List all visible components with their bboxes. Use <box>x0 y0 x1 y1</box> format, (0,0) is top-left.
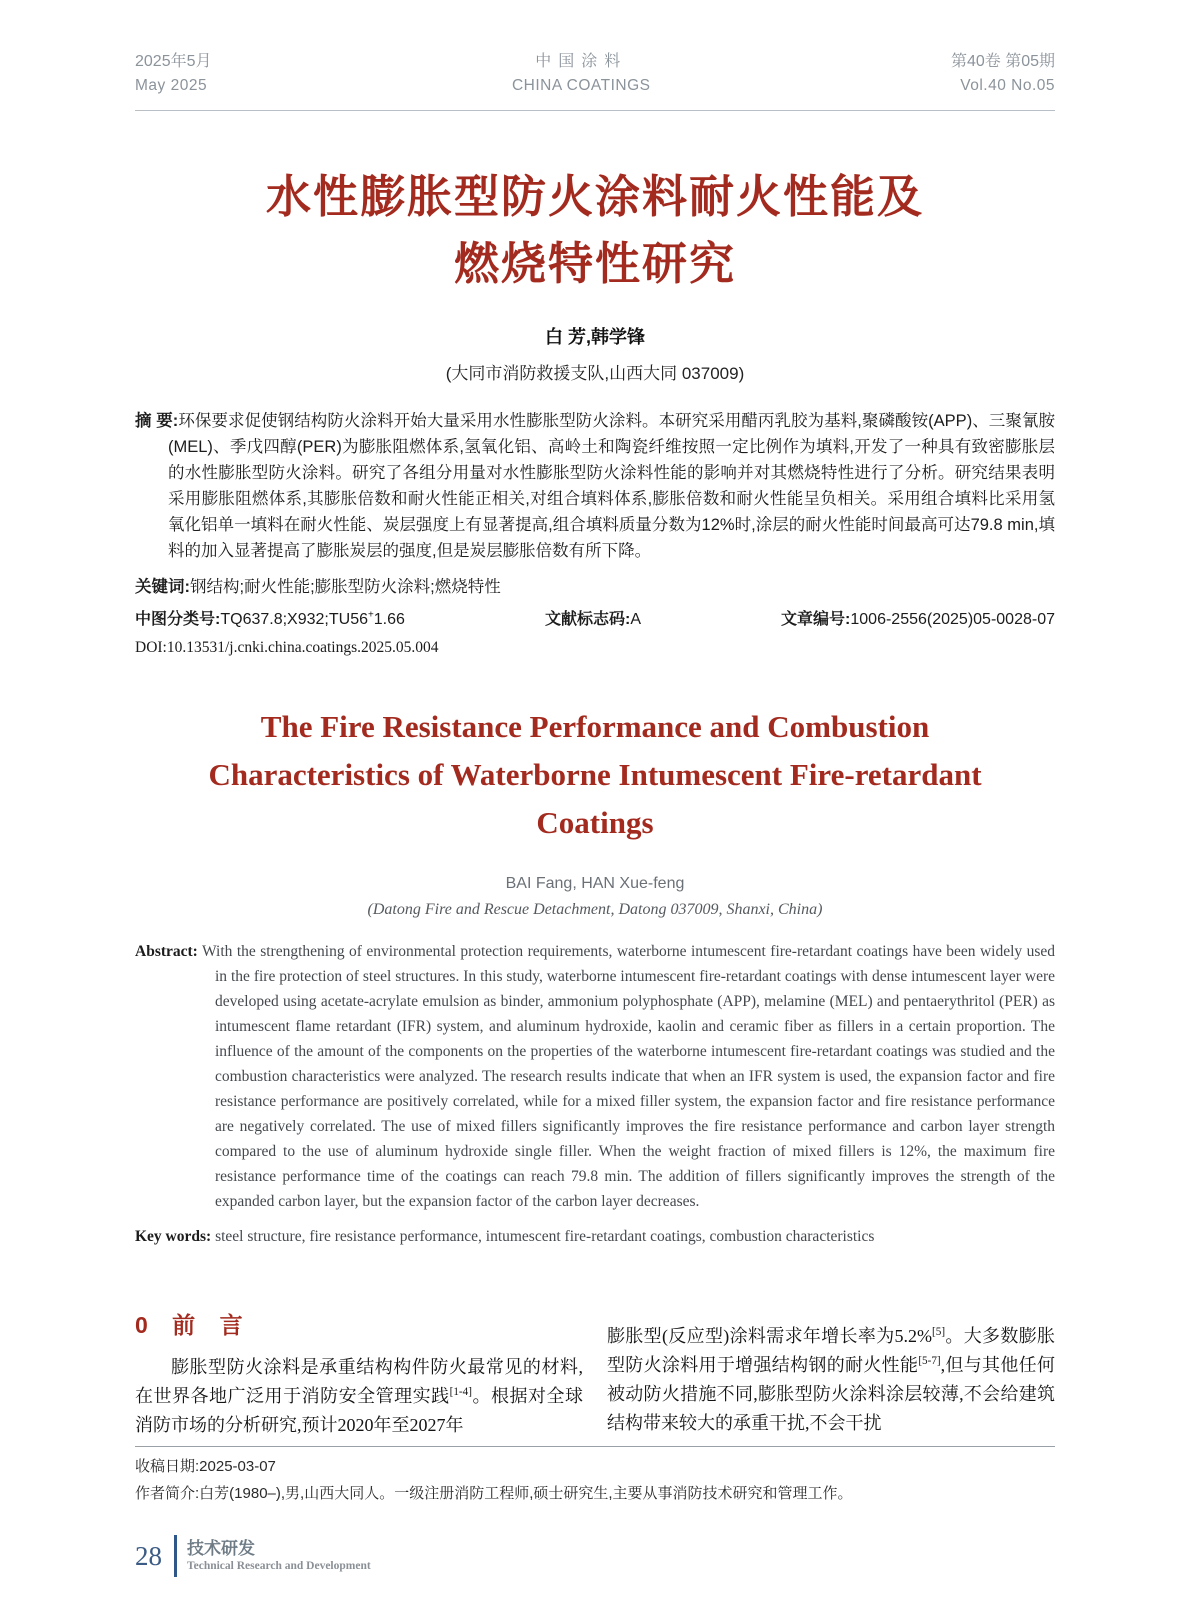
document-code: 文献标志码:A <box>544 611 641 628</box>
abstract-cn <box>135 408 1055 564</box>
header-issue-en: Vol.40 No.05 <box>960 77 1055 94</box>
header-date <box>135 50 212 98</box>
page-number: 28 <box>135 1540 162 1571</box>
citation-ref: [5-7] <box>918 1355 941 1367</box>
article-title-en <box>135 703 1055 847</box>
body-columns <box>135 1307 1055 1440</box>
abstract-en-label: Abstract: <box>135 943 198 960</box>
journal-name-cn: 中国涂料 <box>535 53 628 70</box>
clc-number: 中图分类号:TQ637.8;X932;TU56+1.66 <box>135 609 405 628</box>
column-right <box>607 1307 1055 1440</box>
header-date-en: May 2025 <box>135 77 208 94</box>
title-cn-line2: 燃烧特性研究 <box>453 238 736 289</box>
authors-en: BAI Fang, HAN Xue-feng <box>505 875 685 892</box>
section-heading-intro: 0 前 言 <box>135 1312 245 1338</box>
header-issue <box>951 50 1055 98</box>
clc-superscript: + <box>367 609 374 621</box>
journal-header <box>135 0 1055 111</box>
header-journal-name <box>512 50 650 98</box>
citation-ref: [1-4] <box>449 1386 472 1398</box>
header-issue-cn: 第40卷 第05期 <box>950 53 1055 70</box>
keywords-en-label: Key words: <box>135 1228 212 1245</box>
header-date-cn: 2025年5月 <box>135 53 212 70</box>
title-en-line1: The Fire Resistance Performance and Combustion <box>260 709 930 744</box>
footnote-block <box>135 1446 1055 1505</box>
author-bio: 作者简介:白芳(1980–),男,山西大同人。一级注册消防工程师,硕士研究生,主要从事消防技术研究和管理工作。 <box>135 1485 853 1502</box>
page-footer <box>135 1535 1055 1577</box>
footer-column-name <box>187 1539 371 1574</box>
keywords-en-text: steel structure, fire resistance performance, intumescent fire-retardant coatings, combustion characteristics <box>215 1228 875 1245</box>
intro-paragraph-right: 膨胀型(反应型)涂料需求年增长率为5.2%[5]。大多数膨胀型防火涂料用于增强结构钢的耐火性能[5-7],但与其他任何被动防火措施不同,膨胀型防火涂料涂层较薄,不会给建筑结构带来较大的承重干扰,不会干扰 <box>607 1326 1056 1433</box>
affiliation-cn: (大同市消防救援支队,山西大同 037009) <box>445 364 745 383</box>
affiliation-en: (Datong Fire and Rescue Detachment, Datong 037009, Shanxi, China) <box>367 901 823 918</box>
footer-divider-bar <box>174 1535 177 1577</box>
keywords-cn-label: 关键词: <box>135 578 190 596</box>
article-title-cn <box>135 163 1055 297</box>
footer-column-en: Technical Research and Development <box>187 1559 371 1572</box>
title-en-line2: Characteristics of Waterborne Intumescent Fire-retardant <box>208 757 982 792</box>
doi: DOI:10.13531/j.cnki.china.coatings.2025.05.004 <box>135 639 439 656</box>
abstract-cn-text: 环保要求促使钢结构防火涂料开始大量采用水性膨胀型防火涂料。本研究采用醋丙乳胶为基料,聚磷酸铵(APP)、三聚氰胺(MEL)、季戊四醇(PER)为膨胀阻燃体系,氢氧化铝、高岭土和陶瓷纤维按照一定比例作为填料,开发了一种具有致密膨胀层的水性膨胀型防火涂料。研究了各组分用量对水性膨胀型防火涂料性能的影响并对其燃烧特性进行了分析。研究结果表明采用膨胀阻燃体系,其膨胀倍数和耐火性能正相关,对组合填料体系,膨胀倍数和耐火性能呈负相关。采用组合填料比采用氢氧化铝单一填料在耐火性能、炭层强度上有显著提高,组合填料质量分数为12%时,涂层的耐火性能时间最高可达79.8 min,填料的加入显著提高了膨胀炭层的强度,但是炭层膨胀倍数有所下降。 <box>168 412 1055 560</box>
abstract-cn-label: 摘 要: <box>135 412 179 430</box>
received-date: 收稿日期:2025-03-07 <box>135 1458 276 1475</box>
classification-row <box>135 606 1055 629</box>
intro-paragraph-left: 膨胀型防火涂料是承重结构构件防火最常见的材料,在世界各地广泛用于消防安全管理实践[1-4]。根据对全球消防市场的分析研究,预计2020年至2027年 <box>135 1357 584 1435</box>
footer-column-cn: 技术研发 <box>187 1538 255 1558</box>
abstract-en <box>135 939 1055 1214</box>
keywords-cn-text: 钢结构;耐火性能;膨胀型防火涂料;燃烧特性 <box>190 578 501 596</box>
keywords-cn <box>135 573 1055 597</box>
keywords-en <box>135 1224 1055 1249</box>
title-cn-line1: 水性膨胀型防火涂料耐火性能及 <box>265 171 924 222</box>
journal-name-en: CHINA COATINGS <box>511 77 651 94</box>
article-id: 文章编号:1006-2556(2025)05-0028-07 <box>781 611 1055 628</box>
authors-cn: 白 芳,韩学锋 <box>544 327 645 347</box>
citation-ref: [5] <box>932 1326 946 1338</box>
column-left <box>135 1307 583 1440</box>
abstract-en-text: With the strengthening of environmental protection requirements, waterborne intumescent fire-retardant coatings have been widely used in the fire protection of steel structures. In this study, waterborne intumescent fire-retardant coatings with dense intumescent layer were developed using acetate-acrylate emulsion as binder, ammonium polyphosphate (APP), melamine (MEL) and pentaerythritol (PER) as intumescent flame retardant (IFR) system, and aluminum hydroxide, kaolin and ceramic fiber as fillers in a certain proportion. The influence of the amount of the components on the properties of the waterborne intumescent fire-retardant coatings was studied and the combustion characteristics were analyzed. The research results indicate that when an IFR system is used, the expansion factor and fire resistance performance are positively correlated, while for a mixed filler system, the expansion factor and fire resistance performance are negatively correlated. The use of mixed fillers significantly improves the fire resistance performance and carbon layer strength compared to the use of aluminum hydroxide single filler. When the weight fraction of mixed fillers is 12%, the maximum fire resistance performance time of the coatings can reach 79.8 min. The addition of fillers significantly improves the strength of the expanded carbon layer, but the expansion factor of the carbon layer decreases. <box>202 943 1055 1210</box>
title-en-line3: Coatings <box>536 805 654 840</box>
